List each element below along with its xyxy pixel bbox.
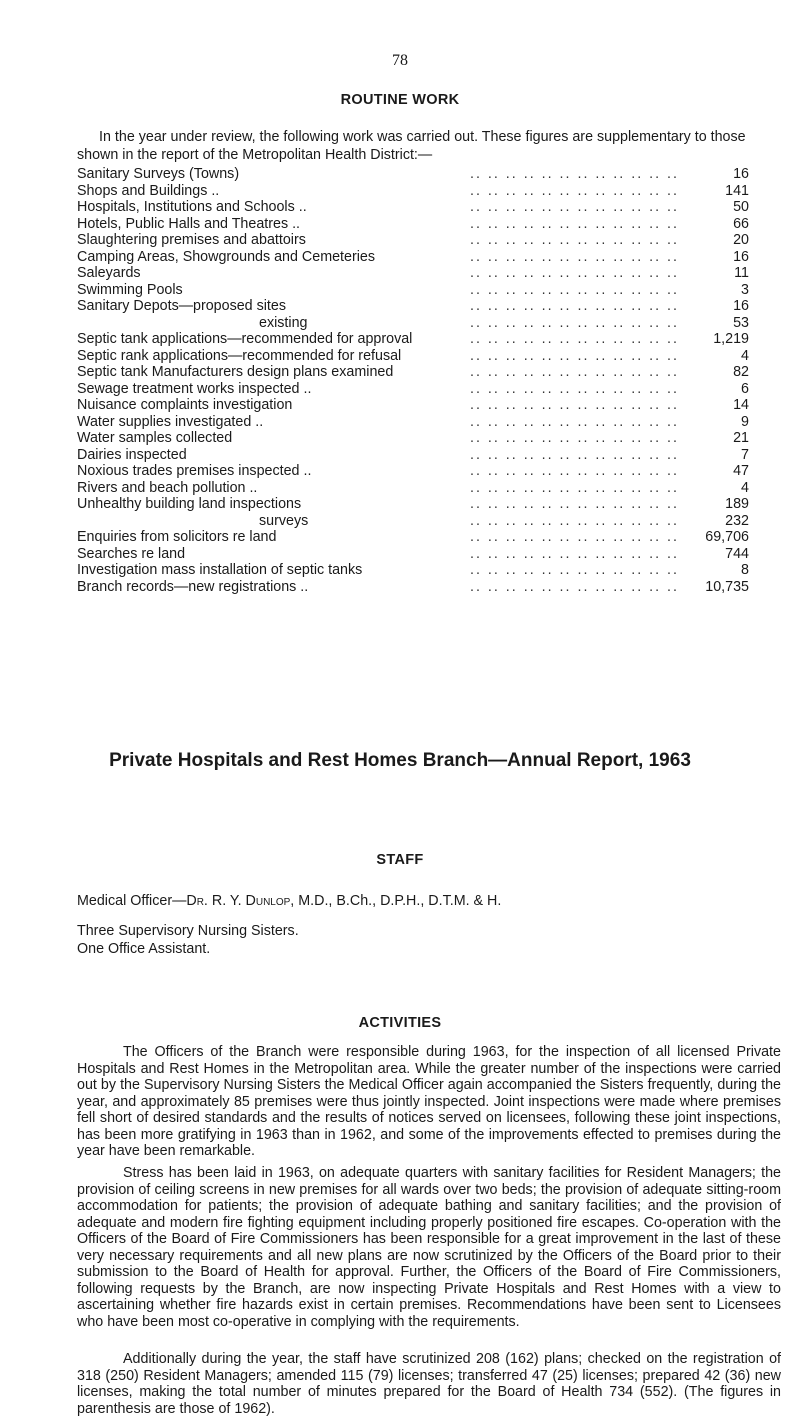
- dot-leader: .. .. .. .. .. .. .. .. .. .. .. ..: [469, 545, 679, 562]
- routine-item-value: 1,219: [713, 331, 749, 347]
- routine-list-item: [77, 562, 749, 579]
- routine-item-value: 16: [733, 248, 749, 265]
- routine-list-item: [77, 381, 749, 398]
- routine-item-label: Septic rank applications—recommended for refusal: [77, 348, 405, 365]
- routine-item-value: 189: [725, 496, 749, 512]
- routine-item-label: Saleyards: [77, 265, 145, 282]
- routine-item-label: Investigation mass installation of septic tanks: [77, 562, 366, 579]
- routine-item-label: Swimming Pools: [77, 282, 187, 299]
- medical-officer-name: Dr. R. Y. Dunlop,: [186, 893, 295, 909]
- dot-leader: .. .. .. .. .. .. .. .. .. .. .. ..: [469, 232, 679, 248]
- routine-item-value: 9: [741, 413, 749, 430]
- office-assistant-line: One Office Assistant.: [77, 941, 211, 957]
- dot-leader: .. .. .. .. .. .. .. .. .. .. .. ..: [469, 380, 679, 397]
- routine-item-value: 141: [725, 182, 749, 199]
- page-number: 78: [392, 52, 408, 69]
- routine-list-item: [77, 315, 749, 332]
- routine-item-value: 20: [733, 232, 749, 248]
- routine-list-item: [77, 496, 749, 513]
- dot-leader: .. .. .. .. .. .. .. .. .. .. .. ..: [469, 446, 679, 463]
- routine-item-value: 8: [741, 562, 749, 578]
- routine-intro: In the year under review, the following work was carried out. These figures are supplementary to those shown in the report of the Metropolitan Health District:—: [77, 129, 746, 163]
- dot-leader: .. .. .. .. .. .. .. .. .. .. .. ..: [469, 314, 679, 331]
- routine-list-item: [77, 480, 749, 497]
- routine-list-item: [77, 579, 749, 596]
- routine-item-value: 47: [733, 463, 749, 479]
- routine-item-label: Hotels, Public Halls and Theatres ..: [77, 216, 304, 233]
- routine-item-value: 6: [741, 380, 749, 397]
- dot-leader: .. .. .. .. .. .. .. .. .. .. .. ..: [469, 248, 679, 265]
- dot-leader: .. .. .. .. .. .. .. .. .. .. .. ..: [469, 364, 679, 380]
- routine-item-label: Nuisance complaints investigation: [77, 397, 296, 414]
- medical-officer-qualifications: M.D., B.Ch., D.P.H., D.T.M. & H.: [294, 893, 502, 909]
- routine-list-item: [77, 513, 749, 530]
- routine-item-label: surveys: [259, 513, 312, 530]
- routine-item-label: Water supplies investigated ..: [77, 414, 267, 431]
- routine-item-value: 11: [734, 265, 749, 281]
- routine-item-value: 744: [725, 545, 749, 562]
- routine-list-item: [77, 249, 749, 266]
- routine-item-value: 3: [741, 281, 749, 298]
- routine-item-label: Slaughtering premises and abattoirs: [77, 232, 310, 249]
- dot-leader: .. .. .. .. .. .. .. .. .. .. .. ..: [469, 298, 679, 314]
- dot-leader: .. .. .. .. .. .. .. .. .. .. .. ..: [469, 430, 679, 446]
- routine-item-value: 16: [733, 298, 749, 314]
- medical-officer-line: [77, 892, 779, 910]
- dot-leader: .. .. .. .. .. .. .. .. .. .. .. ..: [469, 347, 679, 364]
- routine-item-label: Sewage treatment works inspected ..: [77, 381, 315, 398]
- routine-item-value: 16: [733, 166, 749, 182]
- routine-work-heading: ROUTINE WORK: [340, 92, 460, 108]
- routine-work-list: [77, 166, 749, 595]
- dot-leader: .. .. .. .. .. .. .. .. .. .. .. ..: [469, 578, 679, 595]
- routine-list-item: [77, 199, 749, 216]
- dot-leader: .. .. .. .. .. .. .. .. .. .. .. ..: [469, 397, 679, 413]
- dot-leader: .. .. .. .. .. .. .. .. .. .. .. ..: [469, 215, 679, 232]
- routine-item-label: Noxious trades premises inspected ..: [77, 463, 315, 480]
- routine-list-item: [77, 430, 749, 447]
- routine-item-value: 4: [741, 347, 749, 364]
- dot-leader: .. .. .. .. .. .. .. .. .. .. .. ..: [469, 281, 679, 298]
- routine-item-value: 69,706: [705, 529, 749, 545]
- routine-list-item: [77, 529, 749, 546]
- dot-leader: .. .. .. .. .. .. .. .. .. .. .. ..: [469, 265, 679, 281]
- routine-list-item: [77, 265, 749, 282]
- routine-list-item: [77, 331, 749, 348]
- routine-item-value: 7: [741, 446, 749, 463]
- routine-item-label: Shops and Buildings ..: [77, 183, 223, 200]
- routine-item-value: 10,735: [705, 578, 749, 595]
- routine-list-item: [77, 216, 749, 233]
- routine-list-item: [77, 414, 749, 431]
- routine-item-label: existing: [259, 315, 311, 332]
- routine-list-item: [77, 166, 749, 183]
- routine-list-item: [77, 348, 749, 365]
- activities-paragraph: The Officers of the Branch were responsible during 1963, for the inspection of all licensed Private Hospitals and Rest Homes in the Metropolitan area. While the greater number of the inspections were carried out by the Supervisory Nursing Sisters the Medical Officer again accompanied the Sisters frequently, during the year, and approximately 85 premises were thus jointly inspected. Joint inspections were made where premises fell short of desired standards and the results of notices served on licensees, following these joint inspections, has been more gratifying in 1963 than in 1962, and some of the improvements effected to premises during the year have been remarkable.: [77, 1044, 781, 1159]
- routine-item-label: Hospitals, Institutions and Schools ..: [77, 199, 311, 216]
- dot-leader: .. .. .. .. .. .. .. .. .. .. .. ..: [469, 512, 679, 529]
- routine-item-label: Sanitary Surveys (Towns): [77, 166, 243, 183]
- routine-list-item: [77, 463, 749, 480]
- routine-item-label: Septic tank applications—recommended for approval: [77, 331, 416, 348]
- dot-leader: .. .. .. .. .. .. .. .. .. .. .. ..: [469, 199, 679, 215]
- routine-item-value: 21: [733, 430, 749, 446]
- routine-item-label: Searches re land: [77, 546, 189, 563]
- routine-item-label: Sanitary Depots—proposed sites: [77, 298, 290, 315]
- routine-list-item: [77, 546, 749, 563]
- dot-leader: .. .. .. .. .. .. .. .. .. .. .. ..: [469, 479, 679, 496]
- routine-item-label: Branch records—new registrations ..: [77, 579, 312, 596]
- activities-paragraph: Stress has been laid in 1963, on adequate quarters with sanitary facilities for Resident Managers; the provision of ceiling screens in new premises for all wards over two beds; the provision of adequate sitting-room accommodation for patients; the provision of adequate bathing and sanitary facilities; and the provision of adequate and modern fire fighting equipment including properly positioned fire escapes. Co-operation with the Officers of the Board of Fire Commissioners has been responsible for a great improvement in the last of these very necessary requirements and all new plans are now scrutinized by the Officers of the Board prior to their submission to the Board of Health for approval. Further, the Officers of the Board of Fire Commissioners, following requests by the Branch, are now inspecting Private Hospitals and Rest Homes with a view to ascertaining whether fire hazards exist in certain premises. Recommendations have been sent to Licensees who have been most co-operative in complying with the requirements.: [77, 1165, 781, 1330]
- dot-leader: .. .. .. .. .. .. .. .. .. .. .. ..: [469, 463, 679, 479]
- routine-item-label: Enquiries from solicitors re land: [77, 529, 280, 546]
- routine-list-item: [77, 397, 749, 414]
- routine-item-label: Camping Areas, Showgrounds and Cemeteries: [77, 249, 379, 266]
- activities-heading: ACTIVITIES: [358, 1015, 442, 1031]
- routine-item-value: 50: [733, 199, 749, 215]
- routine-list-item: [77, 282, 749, 299]
- dot-leader: .. .. .. .. .. .. .. .. .. .. .. ..: [469, 413, 679, 430]
- medical-officer-prefix: Medical Officer—: [77, 893, 187, 909]
- staff-heading: STAFF: [376, 852, 424, 868]
- routine-list-item: [77, 364, 749, 381]
- routine-item-value: 53: [733, 314, 749, 331]
- dot-leader: .. .. .. .. .. .. .. .. .. .. .. ..: [469, 166, 679, 182]
- activities-paragraph: Additionally during the year, the staff have scrutinized 208 (162) plans; checked on the registration of 318 (250) Resident Managers; amended 115 (79) licenses; transferred 47 (25) licenses; prepared 42 (36) new licenses, making the total number of minutes prepared for the Board of Health 734 (552). (The figures in parenthesis are those of 1962).: [77, 1351, 781, 1417]
- routine-list-item: [77, 232, 749, 249]
- routine-item-label: Water samples collected: [77, 430, 236, 447]
- routine-item-value: 66: [733, 215, 749, 232]
- routine-list-item: [77, 183, 749, 200]
- routine-item-label: Septic tank Manufacturers design plans examined: [77, 364, 397, 381]
- routine-item-value: 232: [725, 512, 749, 529]
- routine-list-item: [77, 298, 749, 315]
- dot-leader: .. .. .. .. .. .. .. .. .. .. .. ..: [469, 529, 679, 545]
- routine-list-item: [77, 447, 749, 464]
- routine-item-value: 4: [741, 479, 749, 496]
- dot-leader: .. .. .. .. .. .. .. .. .. .. .. ..: [469, 182, 679, 199]
- supervisory-sisters-line: Three Supervisory Nursing Sisters.: [77, 923, 299, 939]
- routine-item-label: Rivers and beach pollution ..: [77, 480, 261, 497]
- dot-leader: .. .. .. .. .. .. .. .. .. .. .. ..: [469, 562, 679, 578]
- dot-leader: .. .. .. .. .. .. .. .. .. .. .. ..: [469, 496, 679, 512]
- routine-item-label: Dairies inspected: [77, 447, 191, 464]
- routine-item-label: Unhealthy building land inspections: [77, 496, 305, 513]
- dot-leader: .. .. .. .. .. .. .. .. .. .. .. ..: [469, 331, 679, 347]
- routine-item-value: 82: [733, 364, 749, 380]
- private-hospitals-heading: Private Hospitals and Rest Homes Branch—Annual Report, 1963: [109, 750, 691, 771]
- routine-item-value: 14: [733, 397, 749, 413]
